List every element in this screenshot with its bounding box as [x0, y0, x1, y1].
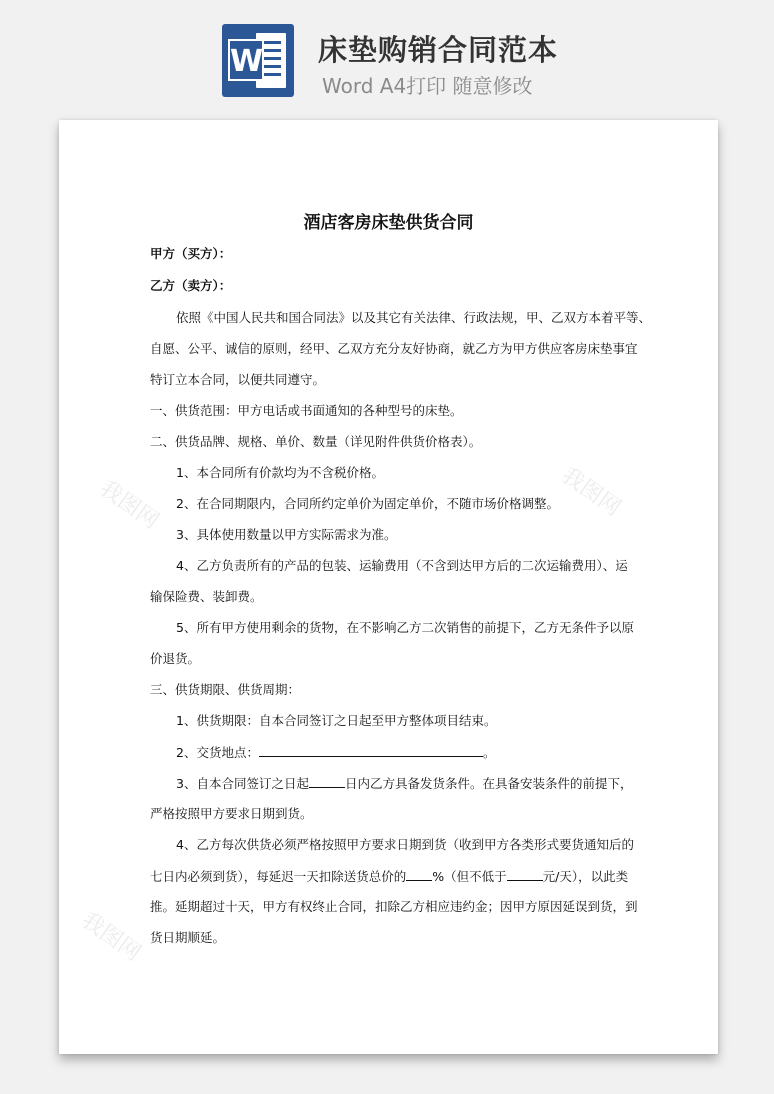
section-heading: 二、供货品牌、规格、单价、数量（详见附件供货价格表）。	[150, 434, 482, 449]
days-blank[interactable]	[309, 775, 345, 788]
text-line: 1、本合同所有价款均为不含税价格。	[176, 465, 384, 480]
text-line: 输保险费、装卸费。	[150, 589, 263, 604]
text-line: 依照《中国人民共和国合同法》以及其它有关法律、行政法规，甲、乙双方本着平等、	[176, 310, 652, 325]
clause3-text: 3、自本合同签订之日起	[176, 776, 309, 791]
clause4-text: 七日内必须到货），每延迟一天扣除送货总价的	[150, 869, 407, 884]
clause3-text: 日内乙方具备发货条件。在具备安装条件的前提下，	[344, 776, 633, 791]
text-line: 3、具体使用数量以甲方实际需求为准。	[176, 527, 397, 542]
watermark: 我图网	[94, 475, 164, 535]
section-heading: 一、供货范围：甲方电话或书面通知的各种型号的床垫。	[150, 403, 463, 418]
text-line: 1、供货期限：自本合同签订之日起至甲方整体项目结束。	[176, 713, 497, 728]
watermark: 我图网	[76, 907, 146, 967]
delivery-end: 。	[482, 745, 496, 760]
percent-blank[interactable]	[406, 868, 432, 881]
word-icon	[222, 24, 294, 97]
clause4-line	[150, 868, 628, 885]
delivery-label: 2、交货地点：	[176, 745, 259, 760]
party-b: 乙方（卖方）：	[150, 278, 232, 293]
text-line: 4、乙方每次供货必须严格按照甲方要求日期到货（收到甲方各类形式要货通知后的	[176, 837, 634, 852]
document-title: 酒店客房床垫供货合同	[303, 213, 474, 233]
text-line: 特订立本合同，以便共同遵守。	[150, 372, 326, 387]
clause3-line	[176, 775, 632, 792]
text-line: 严格按照甲方要求日期到货。	[150, 806, 313, 821]
party-a: 甲方（买方）：	[150, 246, 232, 261]
watermark: 我图网	[556, 462, 626, 522]
text-line: 货日期顺延。	[150, 930, 226, 945]
section-heading: 三、供货期限、供货周期：	[150, 682, 301, 697]
amount-blank[interactable]	[507, 868, 543, 881]
text-line: 自愿、公平、诚信的原则，经甲、乙双方充分友好协商，就乙方为甲方供应客房床垫事宜	[150, 341, 638, 356]
text-line: 价退货。	[150, 651, 201, 666]
page-subtitle: Word A4打印 随意修改	[322, 74, 533, 98]
delivery-location-blank[interactable]	[259, 744, 483, 757]
text-line: 推。延期超过十天，甲方有权终止合同，扣除乙方相应违约金；因甲方原因延误到货，到	[150, 899, 638, 914]
text-line: 2、在合同期限内，合同所约定单价为固定单价，不随市场价格调整。	[176, 496, 559, 511]
page-title: 床垫购销合同范本	[318, 33, 559, 67]
delivery-line	[176, 744, 495, 761]
text-line: 4、乙方负责所有的产品的包装、运输费用（不含到达甲方后的二次运输费用）、运	[176, 558, 628, 573]
word-letter: W	[228, 39, 264, 81]
clause4-text: %（但不低于	[432, 869, 507, 884]
document-page	[59, 120, 718, 1054]
text-line: 5、所有甲方使用剩余的货物，在不影响乙方二次销售的前提下，乙方无条件予以原	[176, 620, 634, 635]
header	[0, 0, 774, 112]
clause4-text: 元/天），以此类	[542, 869, 629, 884]
